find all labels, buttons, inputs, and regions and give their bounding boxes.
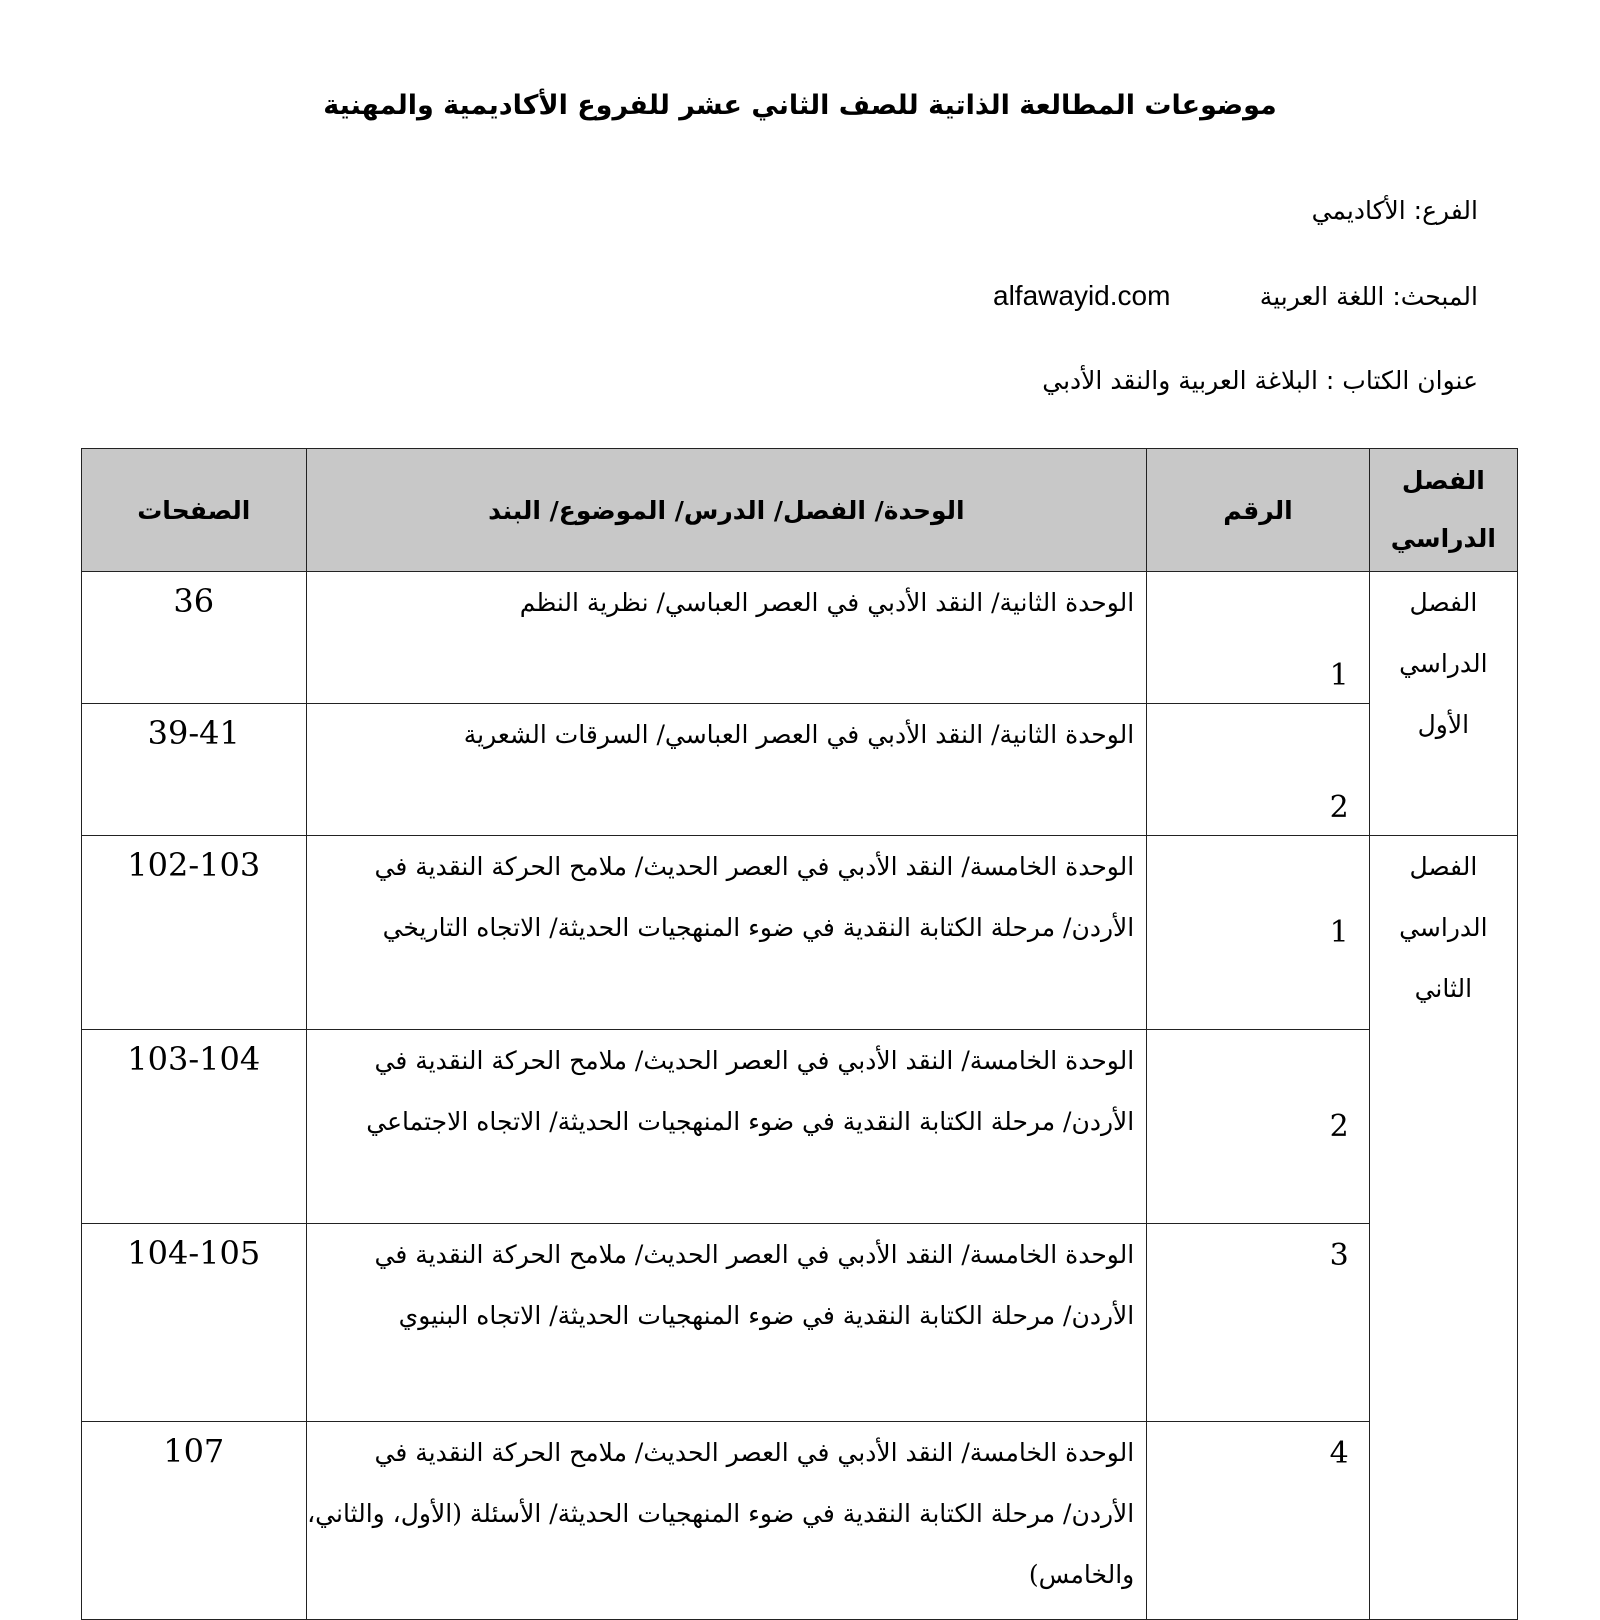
table-row	[82, 1422, 1518, 1620]
table-row	[82, 572, 1518, 704]
document-title: موضوعات المطالعة الذاتية للصف الثاني عشر للفروع الأكاديمية والمهنية	[323, 90, 1277, 121]
row-number: 1	[1147, 572, 1369, 704]
header-topic: الوحدة/ الفصل/ الدرس/ الموضوع/ البند	[306, 449, 1147, 572]
row-pages: 39-41	[82, 704, 307, 836]
table-header-row	[82, 449, 1518, 572]
row-topic: الوحدة الثانية/ النقد الأدبي في العصر العباسي/ السرقات الشعرية	[306, 704, 1147, 836]
table-row	[82, 1224, 1518, 1422]
row-topic: الوحدة الخامسة/ النقد الأدبي في العصر الحديث/ ملامح الحركة النقدية في الأردن/ مرحلة الكتابة النقدية في ضوء المنهجيات الحديثة/ الاتجاه الاجتماعي	[306, 1030, 1147, 1224]
website-text: alfawayid.com	[993, 280, 1171, 311]
row-topic: الوحدة الثانية/ النقد الأدبي في العصر العباسي/ نظرية النظم	[306, 572, 1147, 704]
row-pages: 104-105	[82, 1224, 307, 1422]
row-topic: الوحدة الخامسة/ النقد الأدبي في العصر الحديث/ ملامح الحركة النقدية في الأردن/ مرحلة الكتابة النقدية في ضوء المنهجيات الحديثة/ الأسئلة (الأول، والثاني، والخامس)	[306, 1422, 1147, 1620]
row-number: 4	[1147, 1422, 1369, 1620]
header-pages: الصفحات	[82, 449, 307, 572]
table-row	[82, 1030, 1518, 1224]
row-pages: 102-103	[82, 836, 307, 1030]
branch-label: الفرع: الأكاديمي	[1311, 196, 1478, 225]
row-pages: 107	[82, 1422, 307, 1620]
row-topic: الوحدة الخامسة/ النقد الأدبي في العصر الحديث/ ملامح الحركة النقدية في الأردن/ مرحلة الكتابة النقدية في ضوء المنهجيات الحديثة/ الاتجاه البنيوي	[306, 1224, 1147, 1422]
table-row	[82, 704, 1518, 836]
row-pages: 103-104	[82, 1030, 307, 1224]
reading-topics-table	[81, 448, 1518, 1620]
book-title-label: عنوان الكتاب : البلاغة العربية والنقد الأدبي	[1042, 366, 1478, 395]
row-number: 1	[1147, 836, 1369, 1030]
header-number: الرقم	[1147, 449, 1369, 572]
row-number: 2	[1147, 704, 1369, 836]
subject-label: المبحث: اللغة العربية	[1259, 282, 1478, 311]
row-topic: الوحدة الخامسة/ النقد الأدبي في العصر الحديث/ ملامح الحركة النقدية في الأردن/ مرحلة الكتابة النقدية في ضوء المنهجيات الحديثة/ الاتجاه التاريخي	[306, 836, 1147, 1030]
table-row	[82, 836, 1518, 1030]
row-number: 2	[1147, 1030, 1369, 1224]
row-number: 3	[1147, 1224, 1369, 1422]
header-term: الفصل الدراسي	[1369, 449, 1517, 572]
term-second-cell: الفصل الدراسي الثاني	[1369, 836, 1517, 1620]
term-first-cell: الفصل الدراسي الأول	[1369, 572, 1517, 836]
row-pages: 36	[82, 572, 307, 704]
